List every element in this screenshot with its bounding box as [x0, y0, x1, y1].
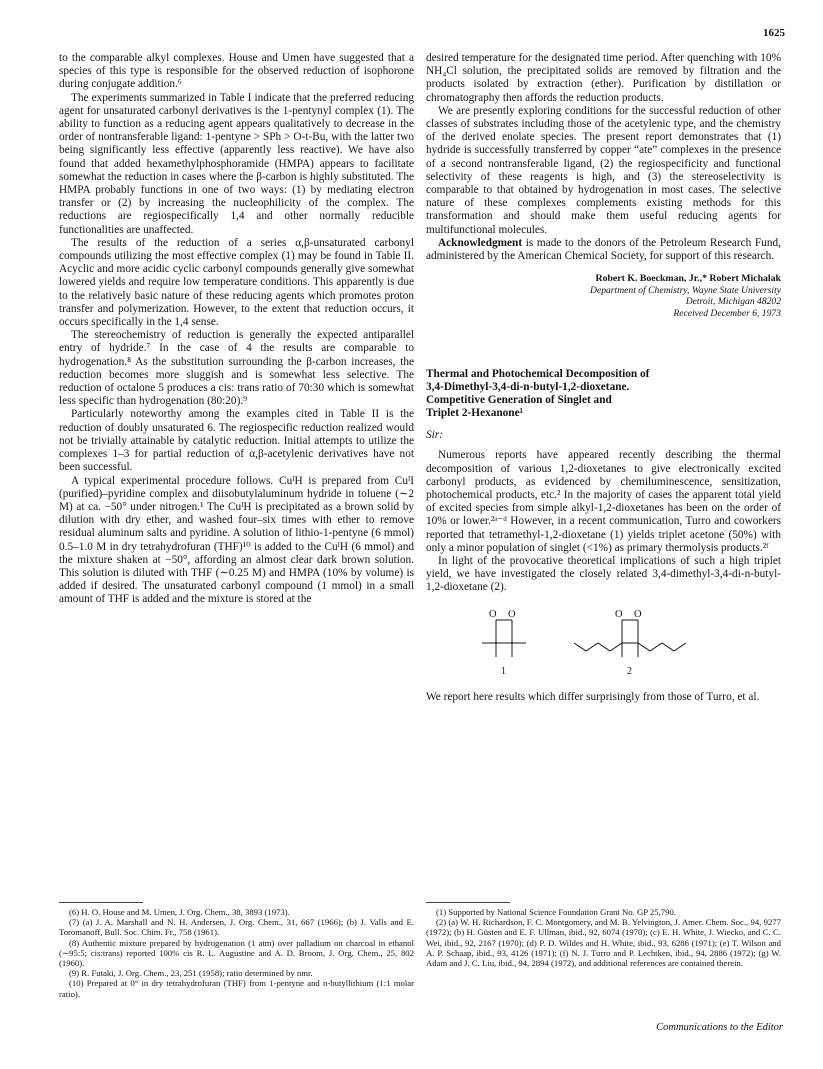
- left-footnotes: [59, 896, 414, 999]
- structure-label-2: 2: [627, 665, 632, 677]
- left-column: [59, 52, 414, 607]
- paragraph: The results of the reduction of a series α,β-unsaturated carbonyl compounds utilizing the most effective complex (1) may be found in Table II. Acyclic and more acidic cyclic carbonyl compounds generally give somewhat lowered yields and require low temperature conditions. This apparently is due to the relatively basic nature of these reducing agents which promotes proton transfer and polymerization. However, to the extent that reduction occurs, it occurs specifically in the 1,4 sense.: [59, 236, 414, 329]
- right-column: [426, 52, 781, 704]
- paragraph: Numerous reports have appeared recently describing the thermal decomposition of various 1,2-dioxetanes to give electronically excited carbonyl products, as evidenced by chemiluminescence, sensitization, photochemical products, etc.² In the majority of cases the apparent total yield of excited species from simple alkyl-1,2-dioxetanes has been on the order of 10% or lower.²ᵃ⁻ᵈ However, in a recent communication, Turro and coworkers reported that tetramethyl-1,2-dioxetane (1) yields triplet acetone (50%) with only a minor population of singlet (<1%) as primary thermolysis products.²ᶠ: [426, 449, 781, 554]
- paragraph: We report here results which differ surprisingly from those of Turro, et al.: [426, 690, 760, 703]
- salutation: Sir:: [426, 429, 443, 442]
- acknowledgment-text: is made to the donors of the Petroleum Research Fund, administered by the American Chemical Society, for support of this research.: [426, 236, 781, 263]
- footnote: (1) Supported by National Science Foundation Grant No. GP 25,790.: [436, 907, 676, 917]
- oxygen-atom: O: [508, 608, 516, 620]
- oxygen-atom: O: [634, 608, 642, 620]
- title-line: Triplet 2-Hexanone¹: [426, 407, 523, 420]
- footnote: (9) R. Futaki, J. Org. Chem., 23, 251 (1958); ratio determined by nmr.: [69, 968, 313, 979]
- footnote: (2) (a) W. H. Richardson, F. C. Montgomery, and M. B. Yelvington, J. Amer. Chem. Soc., 94, 9277 (1972); (b) H. Güsten and E. F. Ullman, ibid., 92, 6074 (1970); (c) E. H. White, J. Wiecko, and C. C. Wei, ibid., 92, 2167 (1970); (d) P. D. Wildes and H. White, ibid., 93, 6286 (1971); (e) T. Wilson and A. P. Schaap, ibid., 93, 4126 (1971); (f) N. J. Turro and P. Lechtken, ibid., 94, 2886 (1972); (g) W. Adam and J. C. Liu, ibid., 94, 2894 (1972), and additional references are contained therein.: [426, 917, 781, 969]
- acknowledgment-heading: Acknowledgment: [438, 236, 523, 249]
- footnote: (6) H. O. House and M. Umen, J. Org. Chem., 38, 3893 (1973).: [69, 907, 290, 917]
- footnote: (7) (a) J. A. Marshall and N. H. Andersen, J. Org. Chem., 31, 667 (1966); (b) J. Valls and E. Toromanoff, Bull. Soc. Chim. Fr., 758 (1961).: [59, 917, 414, 938]
- footnote-rule: [426, 902, 510, 903]
- oxygen-atom: O: [615, 608, 623, 620]
- paragraph: to the comparable alkyl complexes. House and Umen have suggested that a species of this type is responsible for the observed reduction of isophorone during conjugate addition.⁶: [59, 52, 414, 91]
- right-footnotes: [426, 896, 781, 968]
- page-number: 1625: [763, 27, 785, 39]
- department: Department of Chemistry, Wayne State University: [590, 284, 781, 296]
- footnote-rule: [59, 902, 143, 903]
- footnote: (10) Prepared at 0° in dry tetrahydrofuran (THF) from 1-pentyne and n-butyllithium (1:1 molar ratio).: [59, 978, 414, 999]
- article-title: [426, 368, 781, 421]
- title-line: 3,4-Dimethyl-3,4-di-n-butyl-1,2-dioxetane.: [426, 380, 630, 393]
- paragraph: desired temperature for the designated time period. After quenching with 10% NH₄Cl solution, the precipitated solids are removed by filtration and the products isolated by extraction (ether). Purification by distillation or chromatography then affords the reduction products.: [426, 52, 781, 104]
- footnote: (8) Authentic mixture prepared by hydrogenation (1 atm) over palladium on charcoal in ethanol (∼95:5; cis:trans) reported 100% cis R. L. Augustine and A. D. Broom, J. Org. Chem., 25, 802 (1960).: [59, 937, 414, 969]
- city: Detroit, Michigan 48202: [685, 296, 781, 308]
- acknowledgment: [426, 237, 781, 263]
- oxygen-atom: O: [489, 608, 497, 620]
- paragraph: The experiments summarized in Table I indicate that the preferred reducing agent for unsaturated carbonyl derivatives is the 1-pentynyl complex (1). The ability to function as a reducing agent appears qualitatively to decrease in the order of nontransferable ligand: 1-pentyne > SPh > O-t-Bu, with the latter two being significantly less effective (apparently less reactive). We have also found that added hexamethylphosphoramide (HMPA) appears to facilitate somewhat the reduction in cases where the β-carbon is highly substituted. The HMPA probably functions in one of two ways: (1) by mediating electron transfer or (2) by increasing the nucleophilicity of the complex. The reductions are regiospecifically 1,4 and other normally reducible functionalities are unaffected.: [59, 91, 414, 236]
- structure-label-1: 1: [501, 665, 506, 677]
- chemical-structures: [426, 603, 781, 681]
- title-line: Thermal and Photochemical Decomposition of: [426, 367, 650, 380]
- dioxetane-structures-figure: [426, 603, 781, 681]
- received-date: Received December 6, 1973: [673, 308, 781, 320]
- paragraph: Particularly noteworthy among the examples cited in Table II is the reduction of doubly unsaturated 6. The regiospecific reduction realized would not be trivially attainable by catalytic reduction. Initial attempts to utilize the complexes 1–3 for partial reduction of α,β-acetylenic derivatives have not been successful.: [59, 408, 414, 474]
- signature-block: [426, 273, 781, 319]
- structure-1: [482, 620, 526, 657]
- structure-2: [574, 620, 686, 657]
- paragraph: A typical experimental procedure follows. CuᴵH is prepared from CuᴵI (purified)–pyridine complex and diisobutylaluminum hydride in toluene (∼2 M) at ca. −50° under nitrogen.¹ The CuᴵH is precipitated as a brown solid by dilution with dry ether, and washed four–six times with ether to remove residual aluminum salts and pyridine. A solution of lithio-1-pentyne (6 mmol) 0.5–1.0 M in dry tetrahydrofuran (THF)¹⁰ is added to the CuᴵH (6 mmol) and the mixture shaken at −50°, affording an almost clear dark brown solution. This solution is diluted with THF (∼0.25 M) and HMPA (10% by volume) is added if desired. The unsaturated carbonyl compound (1 mmol) in a small amount of THF is added and the mixture is stored at the: [59, 474, 414, 606]
- paragraph: The stereochemistry of reduction is generally the expected antiparallel entry of hydride.⁷ In the case of 4 the results are comparable to hydrogenation.⁸ As the substitution surrounding the β-carbon increases, the reduction becomes more sluggish and is somewhat less selective. The reduction of octalone 5 produces a cis: trans ratio of 70:30 which is somewhat less specific than hydrogenation (80:20).⁹: [59, 329, 414, 408]
- paragraph: In light of the provocative theoretical implications of such a high triplet yield, we have investigated the closely related 3,4-dimethyl-3,4-di-n-butyl-1,2-dioxetane (2).: [426, 555, 781, 594]
- authors: Robert K. Boeckman, Jr.,* Robert Michalak: [595, 273, 781, 285]
- title-line: Competitive Generation of Singlet and: [426, 394, 612, 407]
- running-footer: Communications to the Editor: [656, 1022, 783, 1033]
- paragraph: We are presently exploring conditions for the successful reduction of other classes of substrates including those of the acetylenic type, and the chemistry of the derived enolate species. The present report demonstrates that (1) hydride is successfully transferred by copper “ate” complexes in the presence of a second nontransferable ligand, (2) the regiospecificity and functional selectivity of these reagents is high, and (3) the stereoselectivity is comparable to that obtained by hydrogenation in most cases. The selective nature of these complexes complements existing methods for this transformation and should make them useful reducing agents for multifunctional molecules.: [426, 104, 781, 236]
